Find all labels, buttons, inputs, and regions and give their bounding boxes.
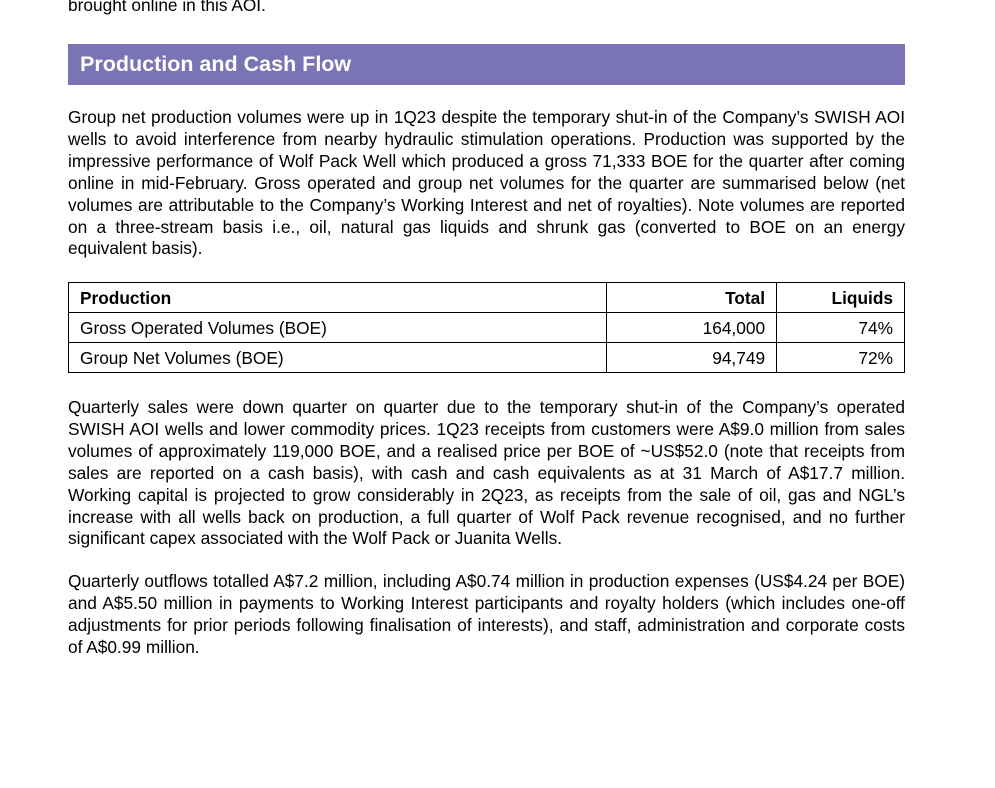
row-label: Group Net Volumes (BOE) <box>69 343 607 373</box>
row-liquids: 72% <box>777 343 905 373</box>
table-row <box>69 343 905 373</box>
production-table <box>68 282 905 373</box>
table-row <box>69 313 905 343</box>
quarterly-outflows-paragraph: Quarterly outflows totalled A$7.2 million, including A$0.74 million in production expenses (US$4.24 per BOE) and A$5.50 million in payments to Working Interest participants and royalty holders (which includes one-off adjustments for prior periods following finalisation of interests), and staff, administration and corporate costs of A$0.99 million. <box>68 571 905 657</box>
row-total: 94,749 <box>607 343 777 373</box>
column-header-total: Total <box>607 283 777 313</box>
row-label: Gross Operated Volumes (BOE) <box>69 313 607 343</box>
production-summary-paragraph: Group net production volumes were up in 1Q23 despite the temporary shut-in of the Company’s SWISH AOI wells to avoid interference from nearby hydraulic stimulation operations. Production was supported by the impressive performance of Wolf Pack Well which produced a gross 71,333 BOE for the quarter after coming online in mid-February. Gross operated and group net volumes for the quarter are summarised below (net volumes are attributable to the Company’s Working Interest and net of royalties). Note volumes are reported on a three-stream basis i.e., oil, natural gas liquids and shrunk gas (converted to BOE on an energy equivalent basis). <box>68 107 905 259</box>
quarterly-sales-paragraph: Quarterly sales were down quarter on quarter due to the temporary shut-in of the Company’s operated SWISH AOI wells and lower commodity prices. 1Q23 receipts from customers were A$9.0 million from sales volumes of approximately 119,000 BOE, and a realised price per BOE of ~US$52.0 (note that receipts from sales are reported on a cash basis), with cash and cash equivalents as at 31 March of A$17.7 million. Working capital is projected to grow considerably in 2Q23, as receipts from the sale of oil, gas and NGL’s increase with all wells back on production, a full quarter of Wolf Pack revenue recognised, and no further significant capex associated with the Wolf Pack or Juanita Wells. <box>68 397 905 549</box>
table-header-row <box>69 283 905 313</box>
section-heading: Production and Cash Flow <box>68 44 905 85</box>
previous-section-fragment: brought online in this AOI. <box>68 0 266 15</box>
column-header-production: Production <box>69 283 607 313</box>
row-total: 164,000 <box>607 313 777 343</box>
row-liquids: 74% <box>777 313 905 343</box>
column-header-liquids: Liquids <box>777 283 905 313</box>
